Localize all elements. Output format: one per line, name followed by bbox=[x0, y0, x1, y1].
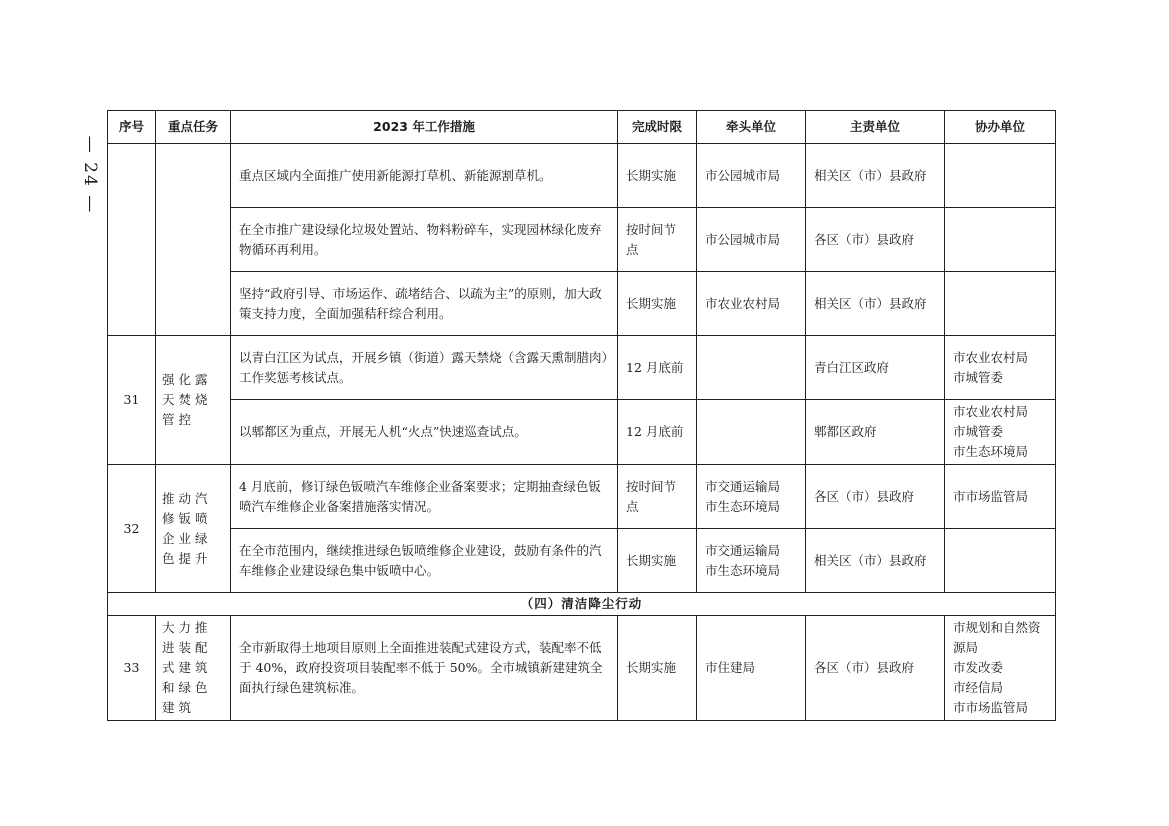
responsible-cell: 各区（市）县政府 bbox=[806, 616, 945, 721]
responsible-cell: 各区（市）县政府 bbox=[806, 465, 945, 529]
seq-cell bbox=[108, 144, 156, 336]
measure-cell: 在全市范围内，继续推进绿色钣喷维修企业建设，鼓励有条件的汽车维修企业建设绿色集中钣喷中心。 bbox=[231, 529, 618, 593]
assist-cell bbox=[945, 144, 1056, 208]
deadline-cell: 12 月底前 bbox=[618, 336, 697, 400]
task-cell: 大力推进装配式建筑和绿色建筑 bbox=[156, 616, 231, 721]
measure-cell: 坚持“政府引导、市场运作、疏堵结合、以疏为主”的原则，加大政策支持力度，全面加强秸秆综合利用。 bbox=[231, 272, 618, 336]
measure-cell: 以青白江区为试点，开展乡镇（街道）露天禁烧（含露天熏制腊肉）工作奖惩考核试点。 bbox=[231, 336, 618, 400]
section-title: （四）清洁降尘行动 bbox=[108, 593, 1056, 616]
assist-cell: 市农业农村局 市城管委 bbox=[945, 336, 1056, 400]
lead-cell: 市农业农村局 bbox=[697, 272, 806, 336]
assist-cell bbox=[945, 529, 1056, 593]
lead-cell: 市交通运输局 市生态环境局 bbox=[697, 529, 806, 593]
table-row bbox=[108, 465, 1056, 529]
table-row bbox=[108, 336, 1056, 400]
lead-cell: 市公园城市局 bbox=[697, 144, 806, 208]
seq-cell: 32 bbox=[108, 465, 156, 593]
responsible-cell: 相关区（市）县政府 bbox=[806, 272, 945, 336]
table-row bbox=[108, 616, 1056, 721]
header-assist: 协办单位 bbox=[945, 111, 1056, 144]
assist-cell: 市农业农村局 市城管委 市生态环境局 bbox=[945, 400, 1056, 465]
table-row bbox=[108, 144, 1056, 208]
responsible-cell: 郫都区政府 bbox=[806, 400, 945, 465]
table-row bbox=[108, 208, 1056, 272]
table-row bbox=[108, 400, 1056, 465]
section-row bbox=[108, 593, 1056, 616]
deadline-cell: 长期实施 bbox=[618, 144, 697, 208]
seq-cell: 33 bbox=[108, 616, 156, 721]
seq-cell: 31 bbox=[108, 336, 156, 465]
header-deadline: 完成时限 bbox=[618, 111, 697, 144]
table-row bbox=[108, 272, 1056, 336]
lead-cell: 市住建局 bbox=[697, 616, 806, 721]
responsible-cell: 相关区（市）县政府 bbox=[806, 144, 945, 208]
header-seq: 序号 bbox=[108, 111, 156, 144]
lead-cell bbox=[697, 336, 806, 400]
deadline-cell: 按时间节点 bbox=[618, 465, 697, 529]
measure-cell: 在全市推广建设绿化垃圾处置站、物料粉碎车，实现园林绿化废弃物循环再利用。 bbox=[231, 208, 618, 272]
header-responsible: 主责单位 bbox=[806, 111, 945, 144]
measure-cell: 全市新取得土地项目原则上全面推进装配式建设方式，装配率不低于 40%，政府投资项目装配率不低于 50%。全市城镇新建建筑全面执行绿色建筑标准。 bbox=[231, 616, 618, 721]
deadline-cell: 12 月底前 bbox=[618, 400, 697, 465]
task-cell bbox=[156, 144, 231, 336]
task-cell: 强化露天焚烧管控 bbox=[156, 336, 231, 465]
responsible-cell: 相关区（市）县政府 bbox=[806, 529, 945, 593]
header-measures: 2023 年工作措施 bbox=[231, 111, 618, 144]
deadline-cell: 长期实施 bbox=[618, 272, 697, 336]
measure-cell: 4 月底前，修订绿色钣喷汽车维修企业备案要求；定期抽查绿色钣喷汽车维修企业备案措施落实情况。 bbox=[231, 465, 618, 529]
deadline-cell: 按时间节点 bbox=[618, 208, 697, 272]
lead-cell: 市交通运输局 市生态环境局 bbox=[697, 465, 806, 529]
header-task: 重点任务 bbox=[156, 111, 231, 144]
header-lead: 牵头单位 bbox=[697, 111, 806, 144]
measure-cell: 重点区域内全面推广使用新能源打草机、新能源割草机。 bbox=[231, 144, 618, 208]
lead-cell: 市公园城市局 bbox=[697, 208, 806, 272]
assist-cell: 市市场监管局 bbox=[945, 465, 1056, 529]
lead-cell bbox=[697, 400, 806, 465]
table-row bbox=[108, 529, 1056, 593]
task-cell: 推动汽修钣喷企业绿色提升 bbox=[156, 465, 231, 593]
assist-cell bbox=[945, 272, 1056, 336]
table-header-row bbox=[108, 111, 1056, 144]
measure-cell: 以郫都区为重点，开展无人机“火点”快速巡查试点。 bbox=[231, 400, 618, 465]
task-table bbox=[107, 110, 1056, 721]
responsible-cell: 各区（市）县政府 bbox=[806, 208, 945, 272]
deadline-cell: 长期实施 bbox=[618, 616, 697, 721]
assist-cell: 市规划和自然资源局 市发改委 市经信局 市市场监管局 bbox=[945, 616, 1056, 721]
deadline-cell: 长期实施 bbox=[618, 529, 697, 593]
responsible-cell: 青白江区政府 bbox=[806, 336, 945, 400]
page-number: — 24 — bbox=[80, 135, 101, 215]
assist-cell bbox=[945, 208, 1056, 272]
